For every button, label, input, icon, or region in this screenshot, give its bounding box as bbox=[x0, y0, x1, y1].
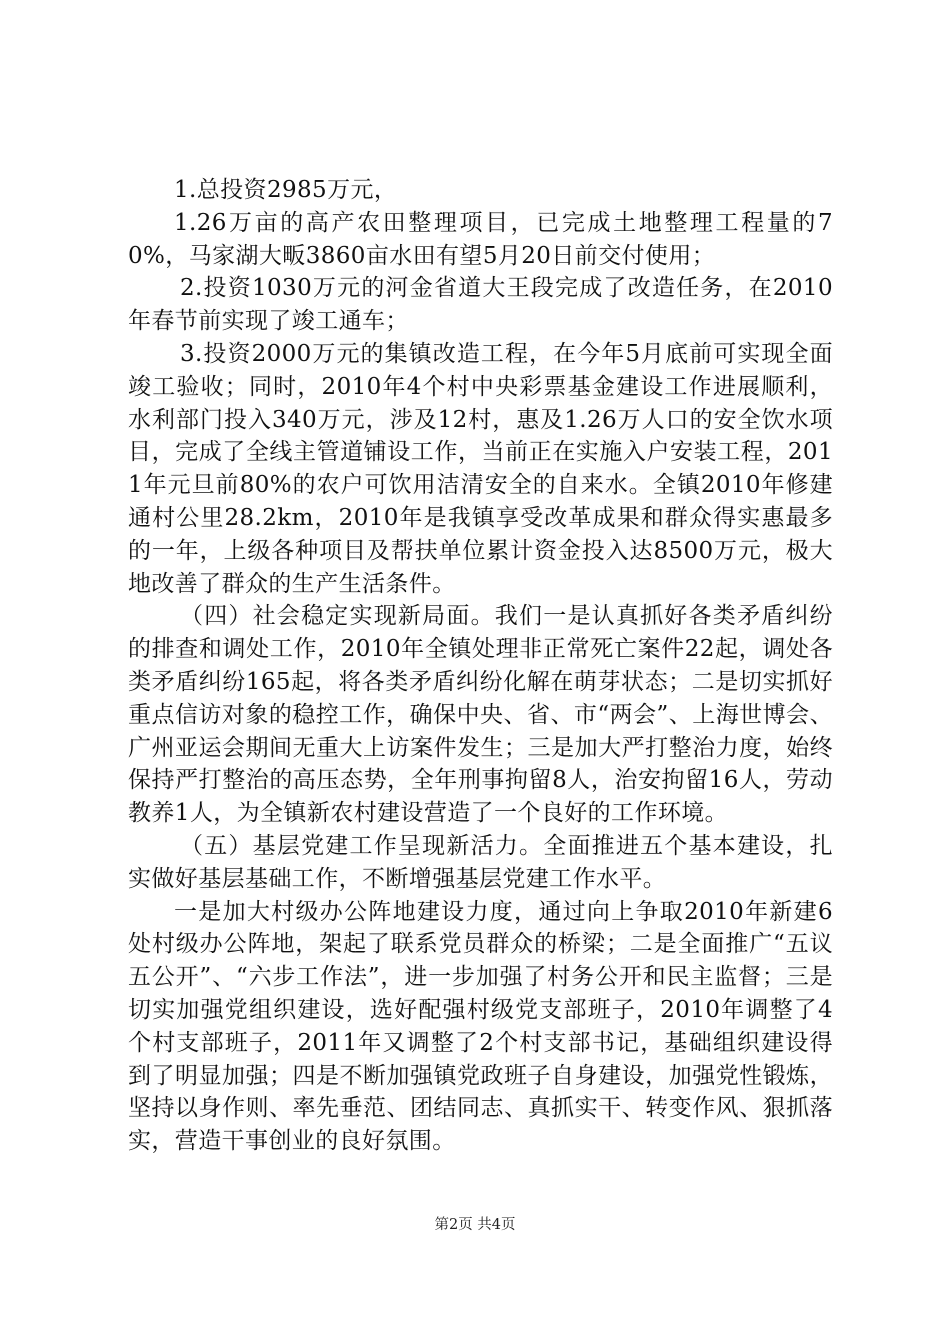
paragraph-social-stability: （四）社会稳定实现新局面。我们一是认真抓好各类矛盾纠纷的排查和调处工作，2010年全镇处理非正常死亡案件22起，调处各类矛盾纠纷165起，将各类矛盾纠纷化解在萌芽状态；二是切实抓好重点信访对象的稳控工作，确保中央、省、市“两会”、上海世博会、广州亚运会期间无重大上访案件发生；三是加大严打整治力度，始终保持严打整治的高压态势，全年刑事拘留8人，治安拘留16人，劳动教养1人，为全镇新农村建设营造了一个良好的工作环境。 bbox=[128, 603, 833, 827]
paragraph-party-building: （五）基层党建工作呈现新活力。全面推进五个基本建设，扎实做好基层基础工作，不断增强基层党建工作水平。 bbox=[128, 832, 833, 892]
paragraph-town-renovation: 3.投资2000万元的集镇改造工程，在今年5月底前可实现全面竣工验收；同时，2010年4个村中央彩票基金建设工作进展顺利，水利部门投入340万元，涉及12村，惠及1.26万人口的安全饮水项目，完成了全线主管道铺设工作，当前正在实施入户安装工程，2011年元旦前80%的农户可饮用洁清安全的自来水。全镇2010年修建通村公里28.2km，2010年是我镇享受改革成果和群众得实惠最多的一年，上级各种项目及帮扶单位累计资金投入达8500万元，极大地改善了群众的生产生活条件。 bbox=[128, 340, 833, 597]
paragraph-total-investment: 1.总投资2985万元， bbox=[174, 177, 398, 203]
document-body bbox=[128, 174, 833, 1158]
paragraph-farmland-project: 1.26万亩的高产农田整理项目，已完成土地整理工程量的70%，马家湖大畈3860亩水田有望5月20日前交付使用； bbox=[128, 209, 833, 269]
paragraph-road-project: 2.投资1030万元的河金省道大王段完成了改造任务，在2010年春节前实现了竣工通车； bbox=[128, 275, 833, 335]
page-footer: 第2页 共4页 bbox=[434, 1217, 516, 1233]
paragraph-party-building-details: 一是加大村级办公阵地建设力度，通过向上争取2010年新建6处村级办公阵地，架起了联系党员群众的桥梁；二是全面推广“五议五公开”、“六步工作法”，进一步加强了村务公开和民主监督；三是切实加强党组织建设，选好配强村级党支部班子，2010年调整了4个村支部班子，2011年又调整了2个村支部书记，基础组织建设得到了明显加强；四是不断加强镇党政班子自身建设，加强党性锻炼，坚持以身作则、率先垂范、团结同志、真抓实干、转变作风、狠抓落实，营造干事创业的良好氛围。 bbox=[128, 898, 833, 1155]
